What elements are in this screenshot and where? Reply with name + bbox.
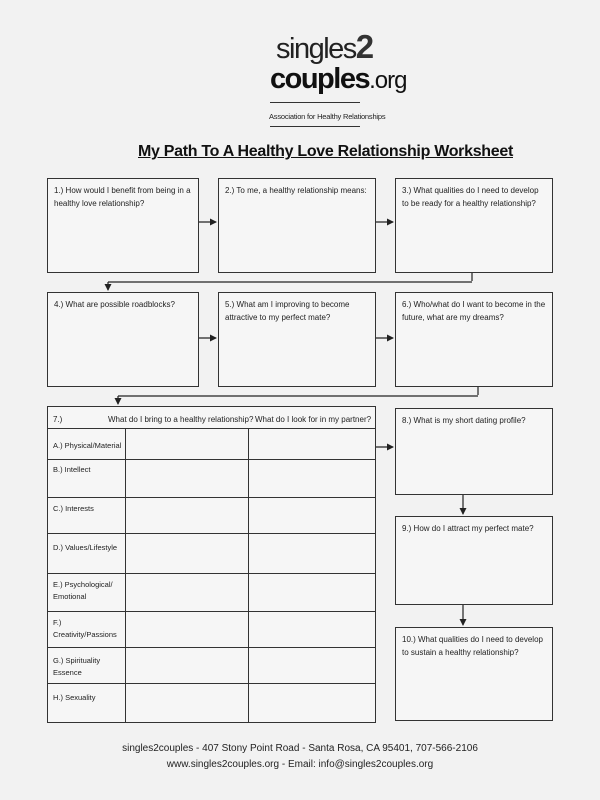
grid-header-look-for: What do I look for in my partner? bbox=[255, 415, 372, 424]
question-box-10[interactable]: 10.) What qualities do I need to develop to sustain a healthy relationship? bbox=[395, 627, 553, 721]
page-title: My Path To A Healthy Love Relationship Worksheet bbox=[138, 143, 513, 160]
grid-row-label: H.) Sexuality bbox=[53, 693, 96, 702]
logo-rule-top bbox=[270, 102, 360, 103]
question-box-6[interactable]: 6.) Who/what do I want to become in the future, what are my dreams? bbox=[395, 292, 553, 387]
grid-row-label: F.) Creativity/Passions bbox=[53, 618, 117, 639]
grid-row-values[interactable] bbox=[48, 533, 375, 552]
question-box-3[interactable]: 3.) What qualities do I need to develop to be ready for a healthy relationship? bbox=[395, 178, 553, 273]
footer-contact: www.singles2couples.org - Email: info@singles2couples.org bbox=[166, 759, 434, 770]
grid-row-label: A.) Physical/Material bbox=[53, 441, 122, 450]
grid-row-physical[interactable] bbox=[48, 428, 375, 450]
grid-row-intellect[interactable] bbox=[48, 459, 375, 474]
logo-line-2: couples.org bbox=[270, 63, 407, 95]
grid-row-label: G.) Spirituality Essence bbox=[53, 656, 101, 677]
question-box-2[interactable]: 2.) To me, a healthy relationship means: bbox=[218, 178, 376, 273]
question-box-9[interactable]: 9.) How do I attract my perfect mate? bbox=[395, 516, 553, 605]
singles2couples-logo bbox=[262, 28, 407, 136]
grid-number: 7.) bbox=[53, 415, 63, 424]
logo-line-1: singles2 bbox=[276, 28, 373, 65]
grid-row-label: B.) Intellect bbox=[53, 465, 91, 474]
logo-rule-bottom bbox=[270, 126, 360, 127]
question-box-4[interactable]: 4.) What are possible roadblocks? bbox=[47, 292, 199, 387]
grid-divider-1 bbox=[125, 428, 126, 722]
grid-divider-2 bbox=[248, 428, 249, 722]
grid-row-label: D.) Values/Lifestyle bbox=[53, 543, 118, 552]
logo-tagline: Association for Healthy Relationships bbox=[269, 112, 386, 121]
footer-address: singles2couples - 407 Stony Point Road - Santa Rosa, CA 95401, 707-566-2106 bbox=[122, 743, 478, 754]
grid-row-psychological[interactable] bbox=[48, 573, 375, 601]
question-grid-7 bbox=[47, 406, 376, 723]
question-box-8[interactable]: 8.) What is my short dating profile? bbox=[395, 408, 553, 495]
question-box-1[interactable]: 1.) How would I benefit from being in a healthy love relationship? bbox=[47, 178, 199, 273]
grid-row-interests[interactable] bbox=[48, 497, 375, 513]
question-box-5[interactable]: 5.) What am I improving to become attractive to my perfect mate? bbox=[218, 292, 376, 387]
grid-row-creativity[interactable] bbox=[48, 611, 375, 639]
grid-row-label: E.) Psychological/ Emotional bbox=[53, 580, 113, 601]
grid-row-spirituality[interactable] bbox=[48, 647, 375, 677]
grid-header-bring: What do I bring to a healthy relationship? bbox=[108, 415, 254, 424]
grid-row-sexuality[interactable] bbox=[48, 683, 375, 702]
grid-row-label: C.) Interests bbox=[53, 504, 94, 513]
